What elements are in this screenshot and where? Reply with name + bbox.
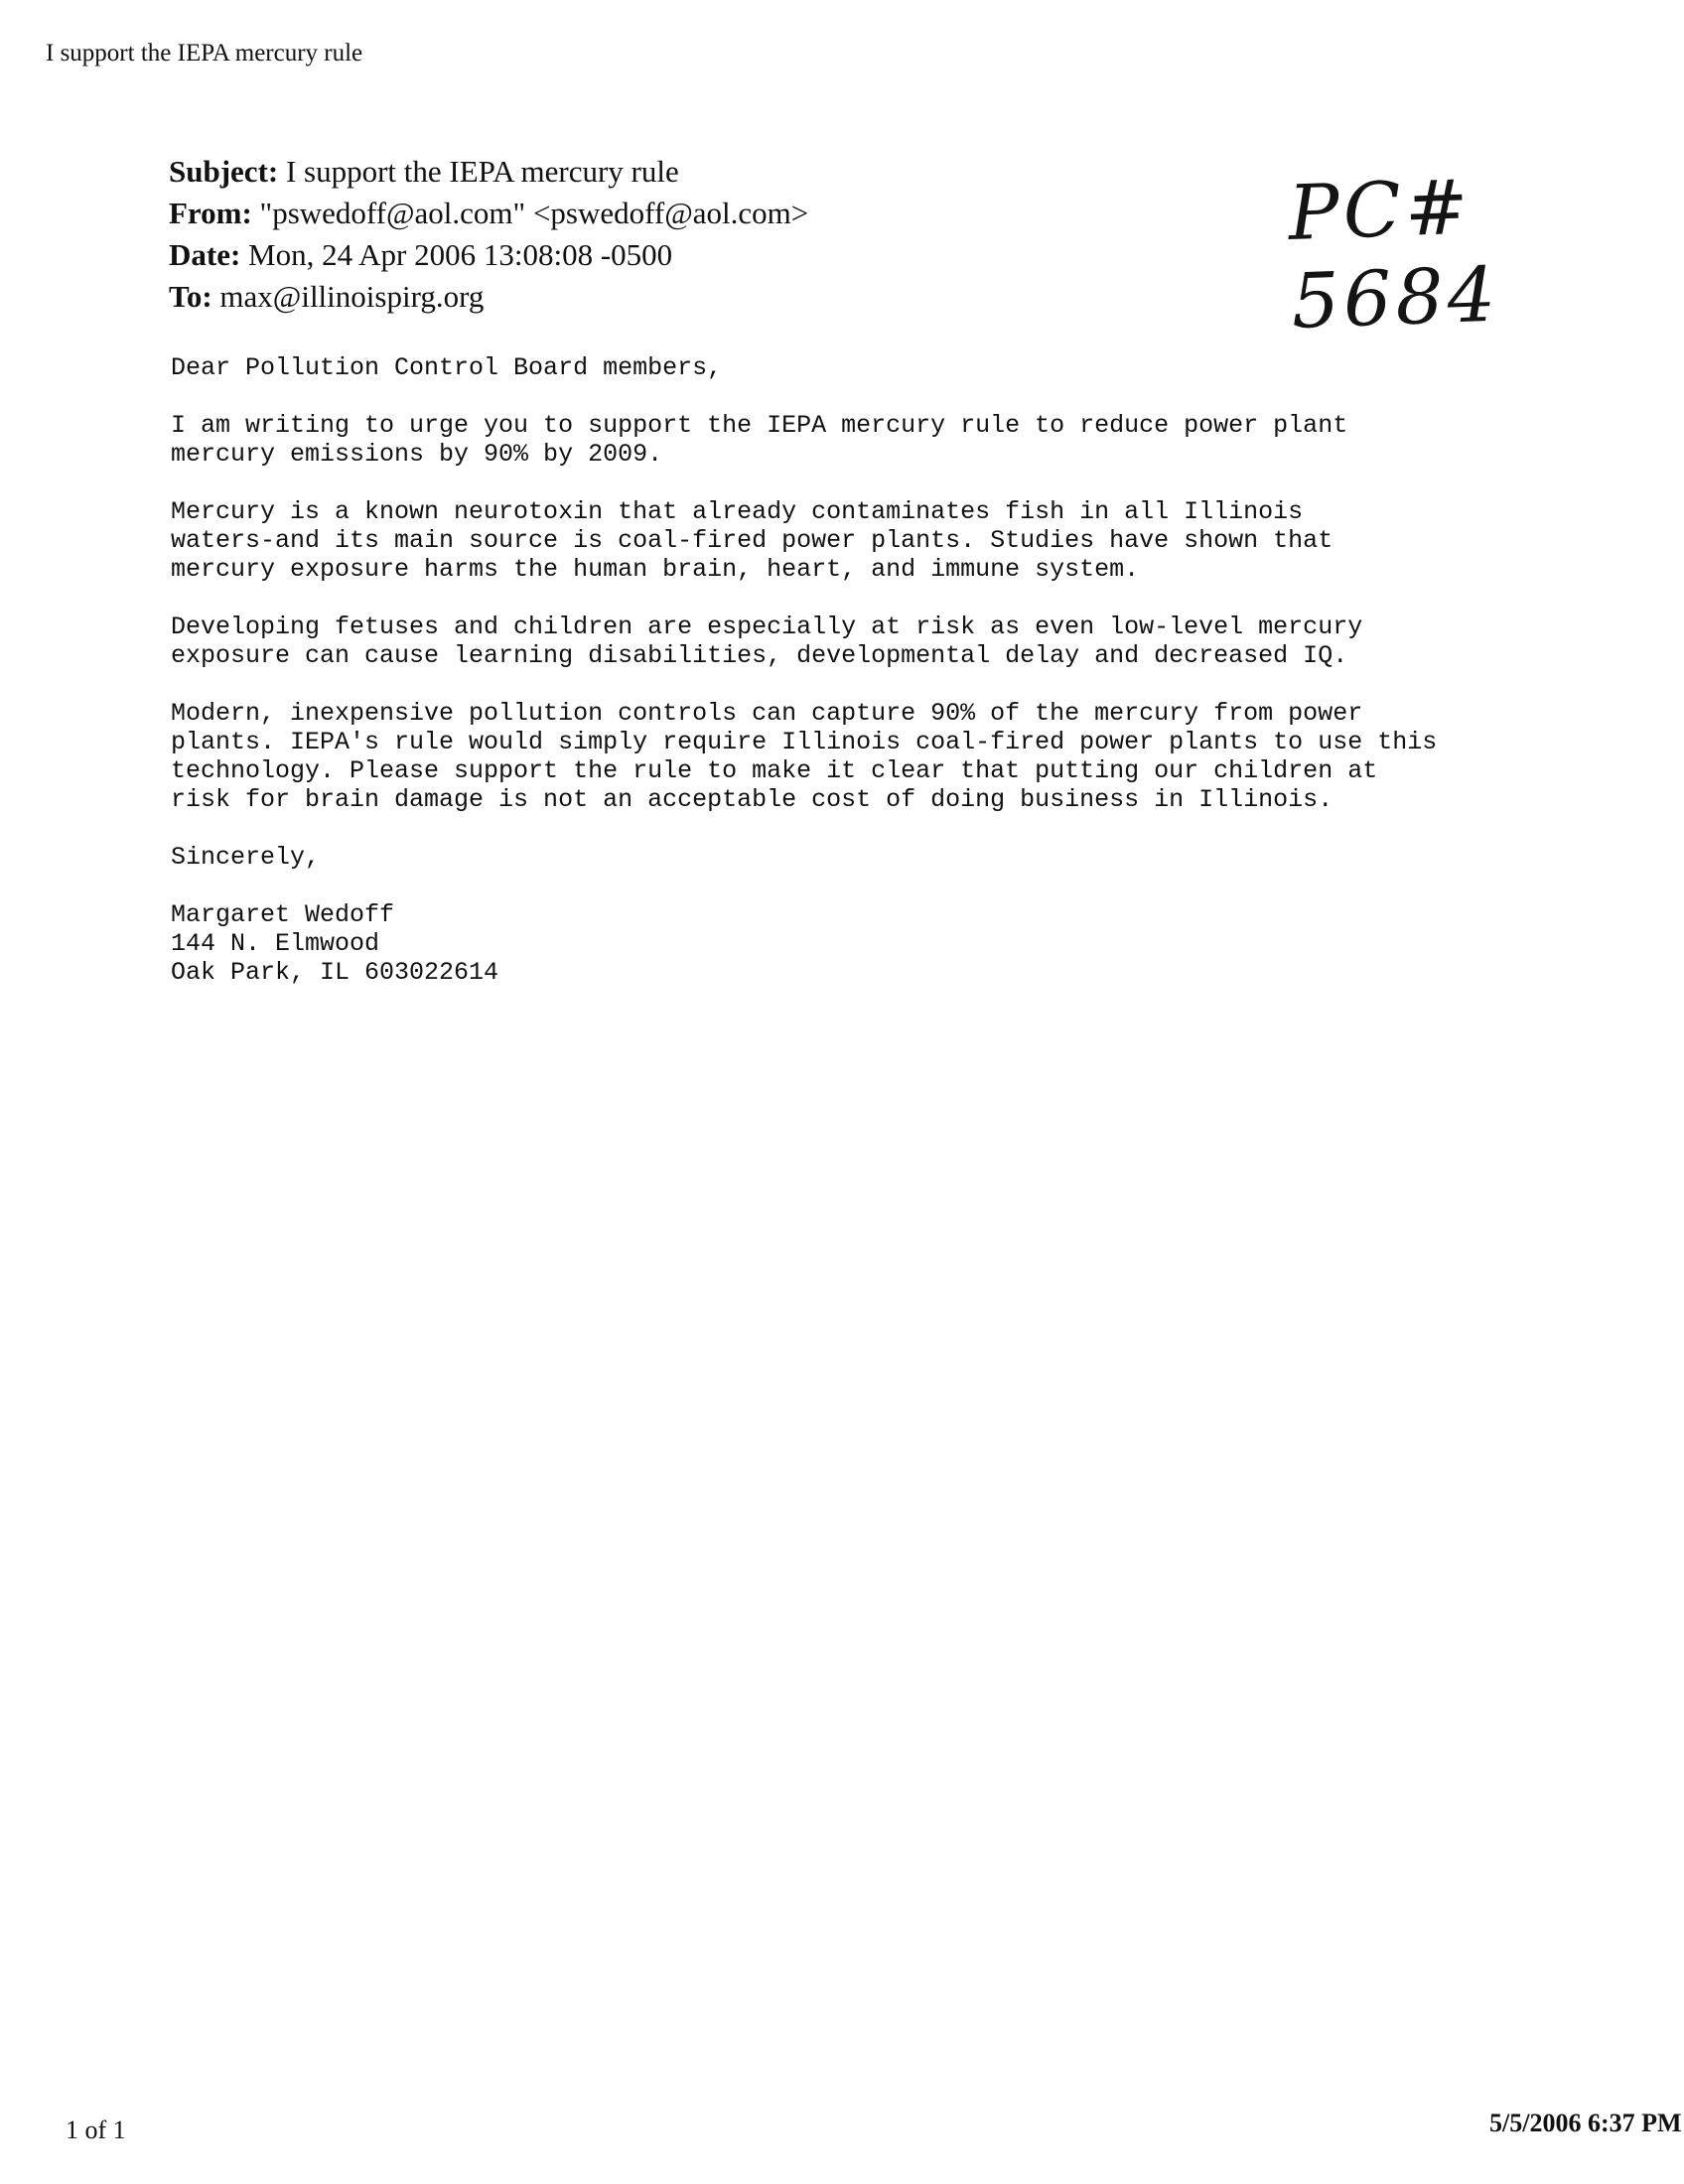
signature-block (171, 900, 1601, 987)
signature-address-street: 144 N. Elmwood (171, 929, 380, 958)
date-label: Date: (169, 237, 241, 272)
handwritten-pc-number: PC# 5684 (1287, 162, 1501, 345)
date-line (169, 234, 808, 276)
subject-label: Subject: (169, 154, 279, 189)
page-count: 1 of 1 (66, 2116, 126, 2144)
subject-value: I support the IEPA mercury rule (285, 154, 679, 189)
to-value: max@illinoispirg.org (219, 279, 485, 314)
signature-address-city: Oak Park, IL 603022614 (171, 958, 499, 987)
from-label: From: (169, 196, 252, 230)
to-label: To: (169, 279, 212, 314)
body-paragraph-2: Mercury is a known neurotoxin that already contaminates fish in all Illinois waters-and its main source is coal-fired power plants. Studies have shown that mercury exposure harms the human brain, heart, and immune system. (171, 497, 1333, 584)
subject-line (169, 151, 808, 193)
body-paragraph-3: Developing fetuses and children are especially at risk as even low-level mercury exposure can cause learning disabilities, developmental delay and decreased IQ. (171, 613, 1363, 670)
email-headers (169, 151, 808, 318)
body-paragraph-1: I am writing to urge you to support the IEPA mercury rule to reduce power plant mercury emissions by 90% by 2009. (171, 411, 1348, 469)
email-body (171, 353, 1601, 987)
greeting: Dear Pollution Control Board members, (171, 353, 723, 382)
print-header-title: I support the IEPA mercury rule (46, 40, 363, 67)
closing: Sincerely, (171, 843, 321, 872)
print-timestamp: 5/5/2006 6:37 PM (1489, 2109, 1682, 2137)
body-paragraph-4: Modern, inexpensive pollution controls can capture 90% of the mercury from power plants. IEPA's rule would simply require Illinois coal-fired power plants to use this technology. Please support the rule to make it clear that putting our children at risk for brain damage is not an acceptable cost of doing business in Illinois. (171, 699, 1438, 814)
from-value: "pswedoff@aol.com" <pswedoff@aol.com> (259, 196, 809, 230)
from-line (169, 193, 808, 234)
signature-name: Margaret Wedoff (171, 900, 395, 929)
to-line (169, 276, 808, 318)
date-value: Mon, 24 Apr 2006 13:08:08 -0500 (248, 237, 673, 272)
